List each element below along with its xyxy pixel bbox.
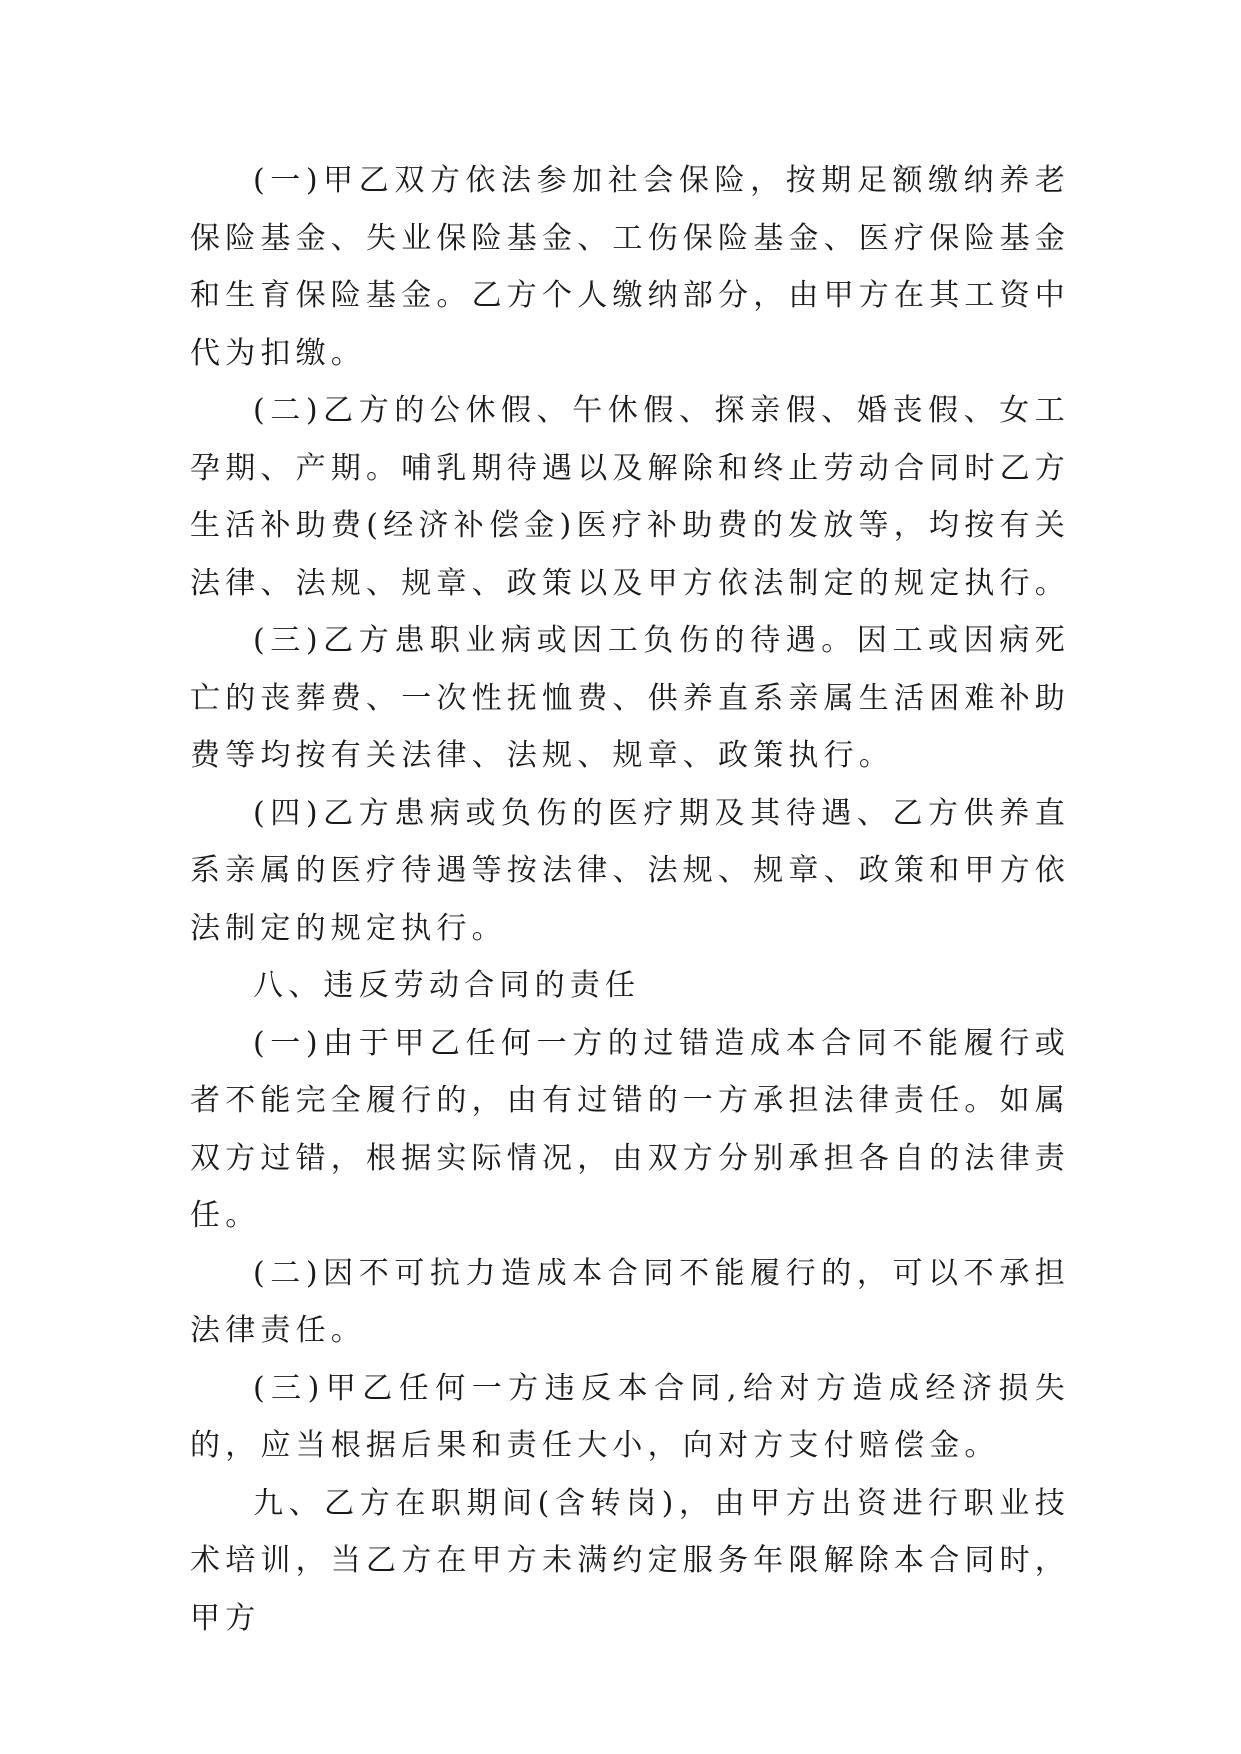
- paragraph-medical-period: (四)乙方患病或负伤的医疗期及其待遇、乙方供养直系亲属的医疗待遇等按法律、法规、规章、政策和甲方依法制定的规定执行。: [190, 795, 1070, 946]
- paragraph-leave-benefits: (二)乙方的公休假、午休假、探亲假、婚丧假、女工孕期、产期。哺乳期待遇以及解除和终止劳动合同时乙方生活补助费(经济补偿金)医疗补助费的发放等，均按有关法律、法规、规章、政策以及甲方依法制定的规定执行。: [190, 393, 1070, 601]
- section-heading-breach-liability: 八、违反劳动合同的责任: [253, 968, 641, 1003]
- paragraph-force-majeure: (二)因不可抗力造成本合同不能履行的，可以不承担法律责任。: [190, 1255, 1070, 1348]
- document-page: [190, 152, 1070, 1647]
- paragraph-training-clause: 九、乙方在职期间(含转岗)，由甲方出资进行职业技术培训，当乙方在甲方未满约定服务年限解除本合同时，甲方: [190, 1485, 1070, 1636]
- paragraph-compensation: (三)甲乙任何一方违反本合同,给对方造成经济损失的，应当根据后果和责任大小，向对方支付赔偿金。: [190, 1370, 1070, 1463]
- paragraph-occupational-injury: (三)乙方患职业病或因工负伤的待遇。因工或因病死亡的丧葬费、一次性抚恤费、供养直系亲属生活困难补助费等均按有关法律、法规、规章、政策执行。: [190, 623, 1070, 773]
- paragraph-fault-liability: (一)由于甲乙任何一方的过错造成本合同不能履行或者不能完全履行的，由有过错的一方承担法律责任。如属双方过错，根据实际情况，由双方分别承担各自的法律责任。: [190, 1025, 1070, 1233]
- paragraph-social-insurance: (一)甲乙双方依法参加社会保险，按期足额缴纳养老保险基金、失业保险基金、工伤保险基金、医疗保险基金和生育保险基金。乙方个人缴纳部分，由甲方在其工资中代为扣缴。: [190, 163, 1070, 371]
